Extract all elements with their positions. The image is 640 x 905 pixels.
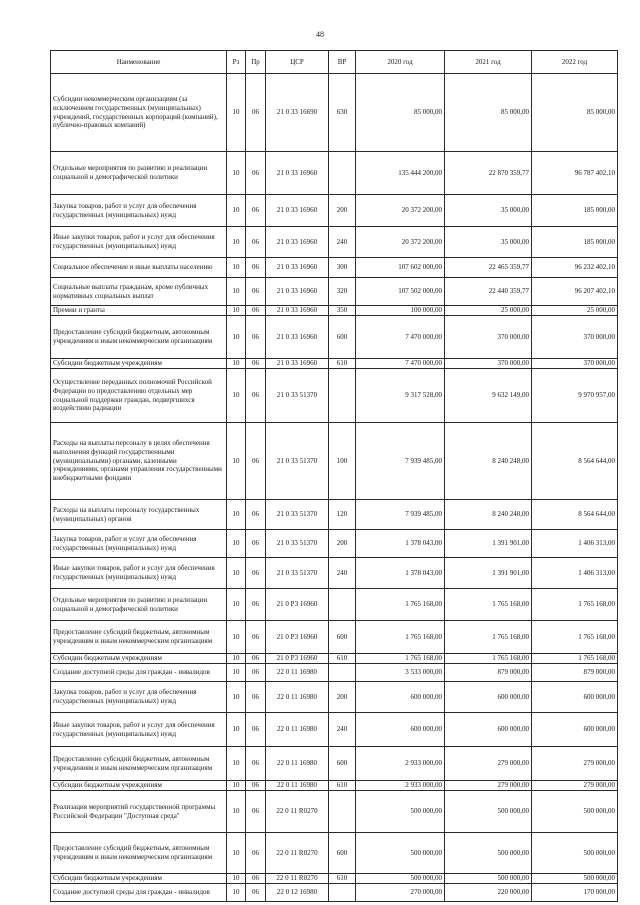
row-name: Социальные выплаты гражданам, кроме публичных нормативных социальных выплат <box>51 278 227 306</box>
row-2020: 7 470 000,00 <box>356 359 445 369</box>
row-2022: 96 232 402,10 <box>532 258 618 278</box>
row-rz: 10 <box>227 833 246 874</box>
row-csr: 22 0 11 16980 <box>266 747 329 781</box>
row-csr: 21 0 P3 16960 <box>266 654 329 664</box>
row-rz: 10 <box>227 74 246 152</box>
row-name: Субсидии бюджетным учреждениям <box>51 359 227 369</box>
row-csr: 21 0 33 51370 <box>266 530 329 558</box>
row-vr <box>329 664 356 682</box>
row-name: Отдельные мероприятия по развитию и реализации социальной и демографической политики <box>51 589 227 621</box>
row-vr: 600 <box>329 833 356 874</box>
row-pr: 06 <box>246 500 266 530</box>
row-2020: 107 602 000,00 <box>356 258 445 278</box>
row-rz: 10 <box>227 258 246 278</box>
row-2020: 1 378 043,00 <box>356 530 445 558</box>
row-vr: 320 <box>329 278 356 306</box>
row-2021: 500 000,00 <box>445 833 532 874</box>
row-2022: 1 406 313,00 <box>532 558 618 589</box>
row-2020: 20 372 200,00 <box>356 195 445 227</box>
row-csr: 21 0 33 16960 <box>266 359 329 369</box>
table-row <box>51 258 618 278</box>
row-pr: 06 <box>246 278 266 306</box>
row-vr: 100 <box>329 423 356 500</box>
row-2020: 1 765 168,00 <box>356 589 445 621</box>
row-2021: 500 000,00 <box>445 874 532 884</box>
row-pr: 06 <box>246 589 266 621</box>
row-name: Предоставление субсидий бюджетным, автономным учреждениям и иным некоммерческим организациям <box>51 747 227 781</box>
row-vr: 600 <box>329 316 356 359</box>
row-vr: 200 <box>329 530 356 558</box>
row-2022: 370 000,00 <box>532 316 618 359</box>
row-2020: 2 933 000,00 <box>356 781 445 791</box>
row-2022: 8 564 644,00 <box>532 423 618 500</box>
page-number: 48 <box>316 30 324 39</box>
row-name: Предоставление субсидий бюджетным, автономным учреждениям и иным некоммерческим организациям <box>51 316 227 359</box>
row-pr: 06 <box>246 306 266 316</box>
table-row <box>51 558 618 589</box>
row-vr: 200 <box>329 195 356 227</box>
table-row <box>51 530 618 558</box>
table-row <box>51 654 618 664</box>
row-rz: 10 <box>227 306 246 316</box>
row-pr: 06 <box>246 654 266 664</box>
row-rz: 10 <box>227 195 246 227</box>
row-csr: 21 0 33 51370 <box>266 558 329 589</box>
row-name: Расходы на выплаты персоналу государственных (муниципальных) органов <box>51 500 227 530</box>
table-row <box>51 781 618 791</box>
row-pr: 06 <box>246 874 266 884</box>
row-rz: 10 <box>227 654 246 664</box>
row-pr: 06 <box>246 791 266 833</box>
row-rz: 10 <box>227 682 246 713</box>
table-row <box>51 589 618 621</box>
row-2020: 7 470 000,00 <box>356 316 445 359</box>
table-row <box>51 423 618 500</box>
row-name: Иные закупки товаров, работ и услуг для обеспечения государственных (муниципальных) нужд <box>51 558 227 589</box>
row-2022: 9 970 957,00 <box>532 369 618 423</box>
row-rz: 10 <box>227 316 246 359</box>
row-2020: 600 000,00 <box>356 682 445 713</box>
row-rz: 10 <box>227 621 246 654</box>
row-csr: 21 0 33 16960 <box>266 227 329 258</box>
table-row <box>51 152 618 195</box>
row-csr: 21 0 33 16960 <box>266 152 329 195</box>
row-pr: 06 <box>246 884 266 902</box>
row-csr: 21 0 33 51370 <box>266 500 329 530</box>
table-row <box>51 874 618 884</box>
row-2021: 220 000,00 <box>445 884 532 902</box>
row-name: Премии и гранты <box>51 306 227 316</box>
row-2021: 600 000,00 <box>445 682 532 713</box>
row-vr: 630 <box>329 74 356 152</box>
row-2020: 100 000,00 <box>356 306 445 316</box>
row-2021: 25 000,00 <box>445 306 532 316</box>
budget-table <box>50 50 618 902</box>
row-2022: 96 787 402,10 <box>532 152 618 195</box>
row-rz: 10 <box>227 530 246 558</box>
row-2022: 185 000,00 <box>532 195 618 227</box>
row-name: Закупка товаров, работ и услуг для обеспечения государственных (муниципальных) нужд <box>51 530 227 558</box>
row-rz: 10 <box>227 227 246 258</box>
row-vr <box>329 152 356 195</box>
row-2020: 500 000,00 <box>356 833 445 874</box>
row-2022: 500 000,00 <box>532 833 618 874</box>
row-2021: 1 391 901,00 <box>445 530 532 558</box>
row-2020: 3 533 000,00 <box>356 664 445 682</box>
row-name: Социальное обеспечение и иные выплаты населению <box>51 258 227 278</box>
row-rz: 10 <box>227 747 246 781</box>
row-2022: 185 000,00 <box>532 227 618 258</box>
row-pr: 06 <box>246 558 266 589</box>
row-2022: 600 000,00 <box>532 713 618 747</box>
row-2020: 85 000,00 <box>356 74 445 152</box>
row-pr: 06 <box>246 316 266 359</box>
row-2021: 1 391 901,00 <box>445 558 532 589</box>
row-2020: 500 000,00 <box>356 874 445 884</box>
table-row <box>51 369 618 423</box>
row-2021: 1 765 168,00 <box>445 589 532 621</box>
row-name: Создание доступной среды для граждан - инвалидов <box>51 884 227 902</box>
row-pr: 06 <box>246 258 266 278</box>
table-row <box>51 713 618 747</box>
row-2022: 370 000,00 <box>532 359 618 369</box>
row-pr: 06 <box>246 423 266 500</box>
header-csr: ЦСР <box>266 51 329 74</box>
row-rz: 10 <box>227 359 246 369</box>
row-2021: 1 765 168,00 <box>445 654 532 664</box>
row-rz: 10 <box>227 874 246 884</box>
row-rz: 10 <box>227 713 246 747</box>
row-vr: 240 <box>329 227 356 258</box>
row-vr <box>329 589 356 621</box>
row-vr: 350 <box>329 306 356 316</box>
row-2022: 500 000,00 <box>532 874 618 884</box>
row-name: Иные закупки товаров, работ и услуг для обеспечения государственных (муниципальных) нужд <box>51 713 227 747</box>
row-2022: 279 000,00 <box>532 781 618 791</box>
row-rz: 10 <box>227 278 246 306</box>
row-2022: 279 000,00 <box>532 747 618 781</box>
row-name: Закупка товаров, работ и услуг для обеспечения государственных (муниципальных) нужд <box>51 195 227 227</box>
table-row <box>51 74 618 152</box>
header-2020: 2020 год <box>356 51 445 74</box>
row-name: Предоставление субсидий бюджетным, автономным учреждениям и иным некоммерческим организациям <box>51 833 227 874</box>
row-rz: 10 <box>227 791 246 833</box>
row-name: Осуществление переданных полномочий Российской Федерации по предоставлению отдельных мер социальной поддержки граждан, подвергшихся воздействию радиации <box>51 369 227 423</box>
header-pr: Пр <box>246 51 266 74</box>
header-2021: 2021 год <box>445 51 532 74</box>
row-2020: 1 378 043,00 <box>356 558 445 589</box>
row-2022: 879 000,00 <box>532 664 618 682</box>
table-row <box>51 621 618 654</box>
row-pr: 06 <box>246 152 266 195</box>
row-name: Закупка товаров, работ и услуг для обеспечения государственных (муниципальных) нужд <box>51 682 227 713</box>
row-2022: 1 765 168,00 <box>532 654 618 664</box>
row-rz: 10 <box>227 152 246 195</box>
row-vr: 240 <box>329 713 356 747</box>
row-2020: 135 444 200,00 <box>356 152 445 195</box>
row-csr: 22 0 11 16980 <box>266 713 329 747</box>
row-pr: 06 <box>246 530 266 558</box>
row-csr: 21 0 33 16960 <box>266 195 329 227</box>
table-row <box>51 227 618 258</box>
row-pr: 06 <box>246 195 266 227</box>
row-2021: 370 000,00 <box>445 316 532 359</box>
row-2022: 1 406 313,00 <box>532 530 618 558</box>
row-2021: 9 632 149,00 <box>445 369 532 423</box>
header-rz: Рз <box>227 51 246 74</box>
row-name: Субсидии некоммерческим организациям (за исключением государственных (муниципальных) учреждений, государственных корпораций (компаний), публично-правовых компаний) <box>51 74 227 152</box>
row-2021: 85 000,00 <box>445 74 532 152</box>
row-name: Создание доступной среды для граждан - инвалидов <box>51 664 227 682</box>
row-rz: 10 <box>227 781 246 791</box>
table-row <box>51 306 618 316</box>
header-2022: 2022 год <box>532 51 618 74</box>
row-pr: 06 <box>246 74 266 152</box>
row-2020: 107 502 000,00 <box>356 278 445 306</box>
row-vr <box>329 884 356 902</box>
row-csr: 21 0 P3 16960 <box>266 589 329 621</box>
row-vr: 610 <box>329 874 356 884</box>
row-2020: 7 939 485,00 <box>356 500 445 530</box>
row-2021: 879 000,00 <box>445 664 532 682</box>
table-row <box>51 278 618 306</box>
row-vr: 610 <box>329 781 356 791</box>
table-row <box>51 316 618 359</box>
row-csr: 21 0 33 16960 <box>266 258 329 278</box>
row-vr <box>329 369 356 423</box>
row-rz: 10 <box>227 664 246 682</box>
table-body <box>51 74 618 902</box>
row-csr: 22 0 11 16980 <box>266 781 329 791</box>
row-csr: 21 0 33 51370 <box>266 423 329 500</box>
row-name: Субсидии бюджетным учреждениям <box>51 874 227 884</box>
row-2020: 9 317 528,00 <box>356 369 445 423</box>
row-name: Субсидии бюджетным учреждениям <box>51 781 227 791</box>
row-csr: 21 0 33 51370 <box>266 369 329 423</box>
row-2020: 2 933 000,00 <box>356 747 445 781</box>
row-2021: 279 000,00 <box>445 781 532 791</box>
header-vr: ВР <box>329 51 356 74</box>
table-row <box>51 359 618 369</box>
row-csr: 22 0 11 R0270 <box>266 833 329 874</box>
row-2022: 8 564 644,00 <box>532 500 618 530</box>
row-pr: 06 <box>246 664 266 682</box>
row-pr: 06 <box>246 747 266 781</box>
row-2021: 22 440 359,77 <box>445 278 532 306</box>
row-name: Отдельные мероприятия по развитию и реализации социальной и демографической политики <box>51 152 227 195</box>
table-row <box>51 791 618 833</box>
row-2022: 96 207 402,10 <box>532 278 618 306</box>
row-csr: 22 0 11 16980 <box>266 682 329 713</box>
row-pr: 06 <box>246 781 266 791</box>
row-name: Предоставление субсидий бюджетным, автономным учреждениям и иным некоммерческим организациям <box>51 621 227 654</box>
row-pr: 06 <box>246 713 266 747</box>
row-2021: 35 000,00 <box>445 227 532 258</box>
row-csr: 21 0 33 16960 <box>266 278 329 306</box>
row-2021: 22 870 359,77 <box>445 152 532 195</box>
row-name: Реализация мероприятий государственной программы Российской Федерации "Доступная среда" <box>51 791 227 833</box>
row-vr: 600 <box>329 621 356 654</box>
row-2021: 1 765 168,00 <box>445 621 532 654</box>
table-row <box>51 833 618 874</box>
row-2022: 1 765 168,00 <box>532 589 618 621</box>
row-rz: 10 <box>227 558 246 589</box>
row-csr: 22 0 11 16980 <box>266 664 329 682</box>
row-2020: 7 939 485,00 <box>356 423 445 500</box>
row-pr: 06 <box>246 621 266 654</box>
row-csr: 21 0 33 16960 <box>266 316 329 359</box>
row-csr: 22 0 11 R0270 <box>266 874 329 884</box>
row-csr: 21 0 33 16690 <box>266 74 329 152</box>
row-2022: 500 000,00 <box>532 791 618 833</box>
row-2021: 500 000,00 <box>445 791 532 833</box>
row-2020: 1 765 168,00 <box>356 654 445 664</box>
row-2020: 20 372 200,00 <box>356 227 445 258</box>
row-rz: 10 <box>227 500 246 530</box>
row-pr: 06 <box>246 682 266 713</box>
row-rz: 10 <box>227 369 246 423</box>
row-vr: 610 <box>329 654 356 664</box>
table-header-row <box>51 51 618 74</box>
row-csr: 21 0 P3 16960 <box>266 621 329 654</box>
row-pr: 06 <box>246 369 266 423</box>
row-csr: 22 0 12 16980 <box>266 884 329 902</box>
table-row <box>51 500 618 530</box>
row-rz: 10 <box>227 589 246 621</box>
row-pr: 06 <box>246 227 266 258</box>
row-vr: 240 <box>329 558 356 589</box>
row-csr: 22 0 11 R0270 <box>266 791 329 833</box>
table-row <box>51 884 618 902</box>
row-vr: 610 <box>329 359 356 369</box>
row-name: Субсидии бюджетным учреждениям <box>51 654 227 664</box>
row-2021: 8 240 248,00 <box>445 500 532 530</box>
table-row <box>51 682 618 713</box>
row-csr: 21 0 33 16960 <box>266 306 329 316</box>
row-vr: 300 <box>329 258 356 278</box>
row-2021: 370 000,00 <box>445 359 532 369</box>
row-rz: 10 <box>227 423 246 500</box>
row-name: Иные закупки товаров, работ и услуг для обеспечения государственных (муниципальных) нужд <box>51 227 227 258</box>
table-row <box>51 195 618 227</box>
header-name: Наименование <box>51 51 227 74</box>
row-rz: 10 <box>227 884 246 902</box>
row-2022: 85 000,00 <box>532 74 618 152</box>
row-vr: 120 <box>329 500 356 530</box>
table-row <box>51 747 618 781</box>
row-vr: 200 <box>329 682 356 713</box>
row-pr: 06 <box>246 833 266 874</box>
row-2021: 279 000,00 <box>445 747 532 781</box>
row-pr: 06 <box>246 359 266 369</box>
row-2020: 500 000,00 <box>356 791 445 833</box>
row-vr: 600 <box>329 747 356 781</box>
row-vr <box>329 791 356 833</box>
row-name: Расходы на выплаты персоналу в целях обеспечения выполнения функций государственными (муниципальными) органами, казенными учреждениями, органами управления государственными внебюджетными фондами <box>51 423 227 500</box>
row-2020: 270 000,00 <box>356 884 445 902</box>
row-2021: 22 465 359,77 <box>445 258 532 278</box>
table-row <box>51 664 618 682</box>
row-2022: 25 000,00 <box>532 306 618 316</box>
row-2022: 170 000,00 <box>532 884 618 902</box>
row-2021: 35 000,00 <box>445 195 532 227</box>
row-2020: 600 000,00 <box>356 713 445 747</box>
row-2022: 1 765 168,00 <box>532 621 618 654</box>
row-2020: 1 765 168,00 <box>356 621 445 654</box>
row-2021: 600 000,00 <box>445 713 532 747</box>
row-2022: 600 000,00 <box>532 682 618 713</box>
row-2021: 8 240 248,00 <box>445 423 532 500</box>
